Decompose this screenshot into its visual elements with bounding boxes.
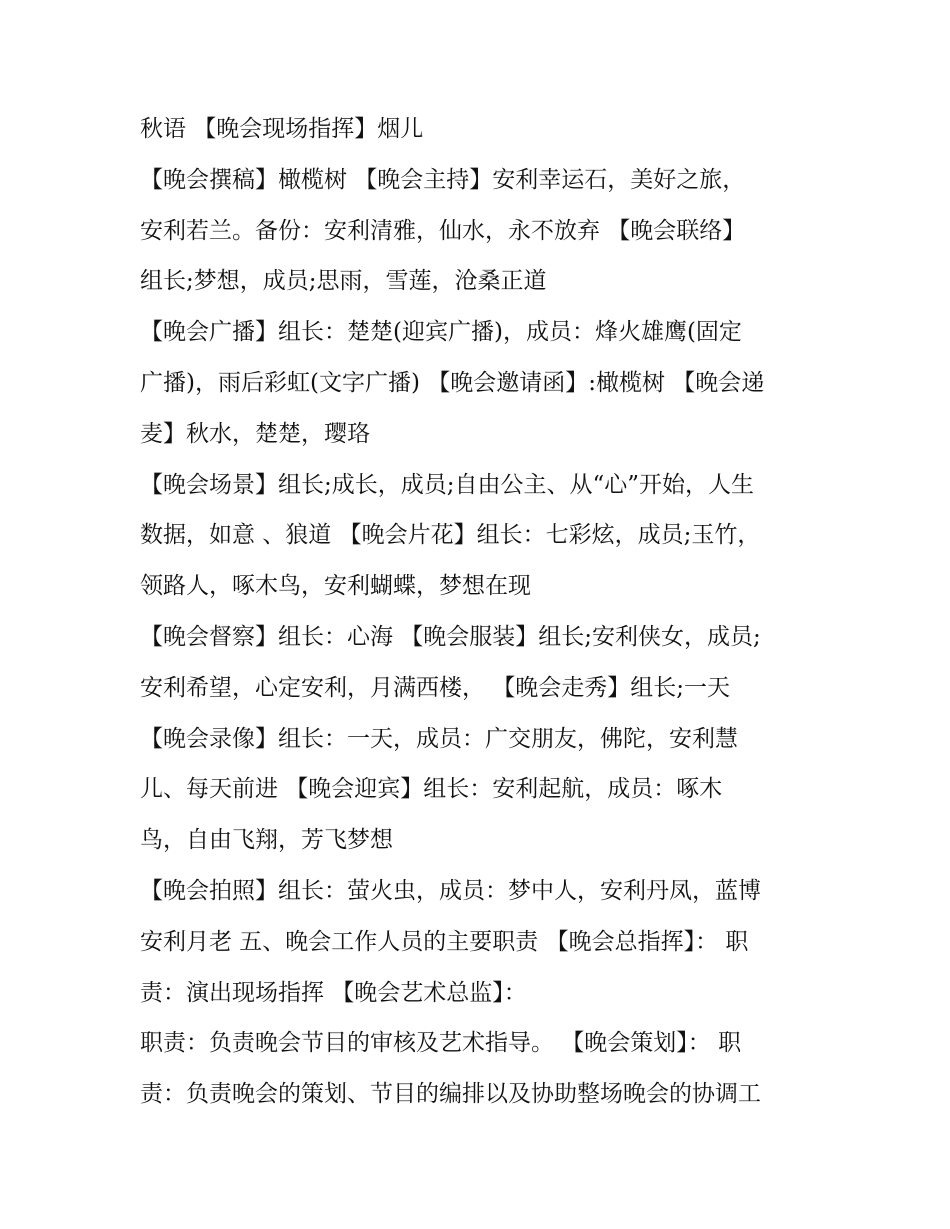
text-line-2: 【晚会撰稿】橄榄树 【晚会主持】安利幸运石，美好之旅， bbox=[140, 166, 746, 193]
text-line-3: 安利若兰。备份：安利清雅，仙水，永不放弃 【晚会联络】 bbox=[140, 217, 746, 244]
text-line-18: 责：演出现场指挥 【晚会艺术总监】： bbox=[140, 979, 527, 1006]
text-line-15: 鸟，自由飞翔，芳飞梦想 bbox=[140, 827, 393, 854]
document-body bbox=[140, 110, 830, 1126]
text-line-4: 组长;梦想，成员;思雨，雪莲，沧桑正道 bbox=[140, 268, 547, 295]
text-line-8: 【晚会场景】组长;成长，成员;自由公主、从“心”开始，人生 bbox=[140, 471, 755, 498]
text-line-9: 数据，如意 、狼道 【晚会片花】组长：七彩炫，成员;玉竹， bbox=[140, 522, 761, 549]
text-line-10: 领路人，啄木鸟，安利蝴蝶，梦想在现 bbox=[140, 573, 531, 600]
text-line-17: 安利月老 五、晚会工作人员的主要职责 【晚会总指挥】： 职 bbox=[140, 928, 749, 955]
text-line-11: 【晚会督察】组长：心海 【晚会服装】组长;安利侠女，成员; bbox=[140, 623, 761, 650]
text-line-5: 【晚会广播】组长：楚楚(迎宾广播)，成员：烽火雄鹰(固定 bbox=[140, 319, 742, 346]
text-line-16: 【晚会拍照】组长：萤火虫，成员：梦中人，安利丹凤，蓝博 bbox=[140, 877, 761, 904]
text-line-13: 【晚会录像】组长：一天，成员：广交朋友，佛陀，安利慧 bbox=[140, 725, 738, 752]
text-line-19: 职责：负责晚会节目的审核及艺术指导。 【晚会策划】： 职 bbox=[140, 1030, 742, 1057]
text-line-12: 安利希望，心定安利，月满西楼， 【晚会走秀】组长;一天 bbox=[140, 674, 731, 701]
text-line-6: 广播)，雨后彩虹(文字广播) 【晚会邀请函】:橄榄树 【晚会递 bbox=[140, 369, 765, 396]
text-line-14: 儿、每天前进 【晚会迎宾】组长：安利起航，成员：啄木 bbox=[140, 776, 723, 803]
text-line-7: 麦】秋水，楚楚，璎珞 bbox=[140, 420, 370, 447]
text-line-20: 责：负责晚会的策划、节目的编排以及协助整场晚会的协调工 bbox=[140, 1081, 761, 1108]
text-line-1: 秋语 【晚会现场指挥】烟儿 bbox=[140, 116, 424, 142]
